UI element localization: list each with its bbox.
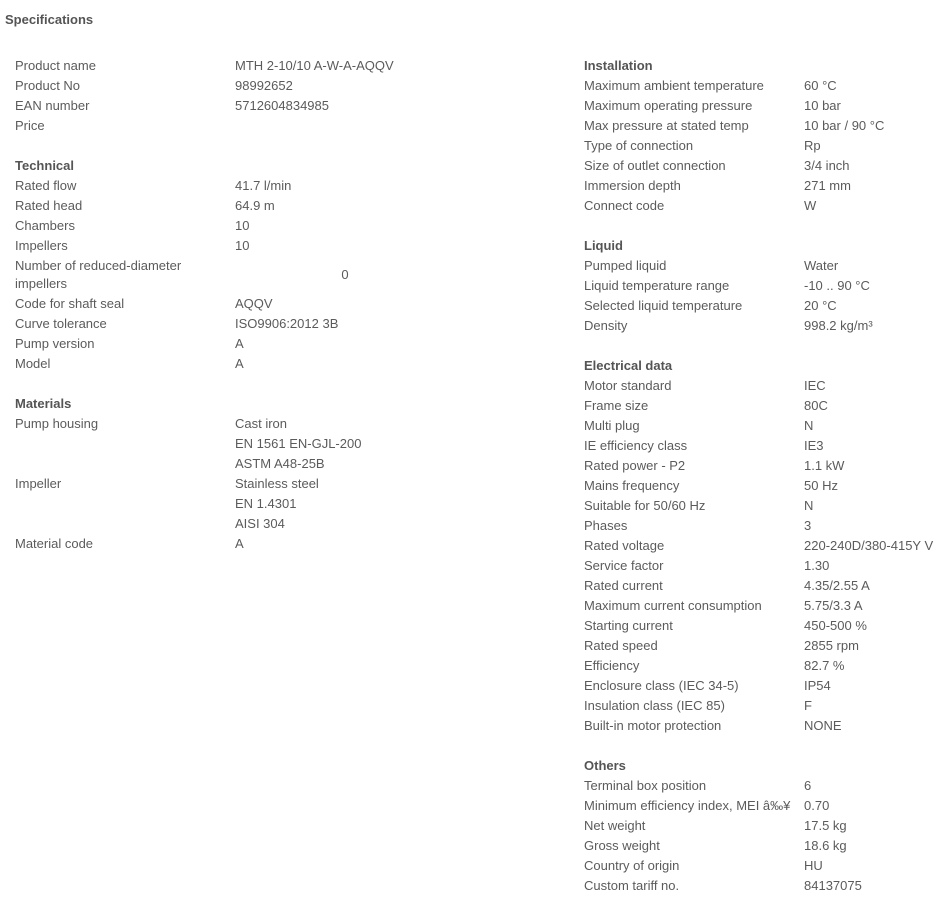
- spec-label: Country of origin: [584, 858, 680, 873]
- spec-value: [235, 294, 455, 314]
- spec-value: [804, 676, 938, 696]
- spec-value-line: N: [804, 498, 814, 513]
- spec-row: [15, 116, 455, 136]
- spec-section-technical: [15, 156, 455, 374]
- spec-value: [804, 856, 938, 876]
- spec-row: [15, 96, 455, 116]
- spec-value-line: ASTM A48-25B: [235, 456, 325, 471]
- spec-label: Mains frequency: [584, 478, 680, 493]
- spec-value-line: ISO9906:2012 3B: [235, 316, 339, 331]
- spec-label: EAN number: [15, 98, 90, 113]
- page-title: Specifications: [5, 12, 94, 27]
- spec-label: Custom tariff no.: [584, 878, 680, 893]
- spec-value: [235, 56, 455, 76]
- spec-label: Phases: [584, 518, 628, 533]
- spec-value: [804, 816, 938, 836]
- spec-value: [804, 396, 938, 416]
- spec-row: [584, 556, 938, 576]
- spec-value: [235, 414, 455, 474]
- spec-value: [804, 456, 938, 476]
- spec-value: [804, 656, 938, 676]
- spec-value: [804, 636, 938, 656]
- spec-row: [15, 414, 455, 474]
- spec-label: Rated current: [584, 578, 663, 593]
- spec-value: [804, 136, 938, 156]
- spec-label: Enclosure class (IEC 34-5): [584, 678, 739, 693]
- spec-section-installation: [584, 56, 938, 216]
- spec-label: Minimum efficiency index, MEI â‰¥: [584, 798, 791, 813]
- spec-value-line: HU: [804, 858, 823, 873]
- spec-value-line: AQQV: [235, 296, 273, 311]
- spec-label: Efficiency: [584, 658, 640, 673]
- spec-label: Rated speed: [584, 638, 658, 653]
- spec-value-line: [235, 116, 455, 136]
- spec-value-line: IEC: [804, 378, 826, 393]
- spec-value: [804, 876, 938, 896]
- spec-value: [804, 176, 938, 196]
- spec-row: [584, 636, 938, 656]
- spec-value-line: 20 °C: [804, 298, 837, 313]
- spec-value: [235, 76, 455, 96]
- spec-label: Chambers: [15, 218, 75, 233]
- left-spec-column: [15, 56, 455, 574]
- spec-value-line: 6: [804, 778, 812, 793]
- spec-value: [804, 496, 938, 516]
- spec-value-line: 5712604834985: [235, 98, 329, 113]
- spec-value-line: 1.30: [804, 558, 830, 573]
- spec-value-line: 64.9 m: [235, 198, 275, 213]
- spec-label: Net weight: [584, 818, 646, 833]
- right-spec-column: [584, 56, 938, 916]
- spec-value-line: Stainless steel: [235, 476, 319, 491]
- spec-value: [804, 576, 938, 596]
- spec-value-line: 17.5 kg: [804, 818, 847, 833]
- spec-value: [235, 534, 455, 554]
- spec-value-line: 10: [235, 238, 250, 253]
- spec-label: Rated power - P2: [584, 458, 686, 473]
- spec-value-line: 98992652: [235, 78, 293, 93]
- spec-section-electrical: [584, 356, 938, 736]
- spec-row: [584, 316, 938, 336]
- spec-value-line: 3: [804, 518, 812, 533]
- spec-label: Selected liquid temperature: [584, 298, 743, 313]
- spec-value-line: IP54: [804, 678, 831, 693]
- spec-value: [804, 256, 938, 276]
- spec-label: Connect code: [584, 198, 665, 213]
- spec-value: [804, 836, 938, 856]
- spec-row: [584, 196, 938, 216]
- spec-label: Built-in motor protection: [584, 718, 722, 733]
- spec-value-line: A: [235, 356, 244, 371]
- spec-label: Liquid temperature range: [584, 278, 730, 293]
- spec-row: [584, 76, 938, 96]
- spec-value-line: -10 .. 90 °C: [804, 278, 870, 293]
- spec-value: [235, 216, 455, 236]
- spec-row: [584, 796, 938, 816]
- spec-row: [584, 416, 938, 436]
- spec-row: [584, 676, 938, 696]
- spec-row: [15, 216, 455, 236]
- spec-value-line: 41.7 l/min: [235, 178, 292, 193]
- spec-value-line: 10: [235, 218, 250, 233]
- spec-value: [235, 116, 455, 136]
- spec-row: [584, 176, 938, 196]
- spec-value-line: 18.6 kg: [804, 838, 847, 853]
- spec-value-line: A: [235, 336, 244, 351]
- spec-label: Insulation class (IEC 85): [584, 698, 725, 713]
- spec-row: [584, 456, 938, 476]
- spec-label: Suitable for 50/60 Hz: [584, 498, 706, 513]
- spec-label: Price: [15, 118, 45, 133]
- spec-value: [804, 696, 938, 716]
- spec-label: Multi plug: [584, 418, 640, 433]
- spec-row: [15, 76, 455, 96]
- spec-label: Motor standard: [584, 378, 672, 393]
- spec-row: [584, 96, 938, 116]
- spec-value-line: Water: [804, 258, 839, 273]
- spec-section-materials: [15, 394, 455, 554]
- spec-value-line: Cast iron: [235, 416, 288, 431]
- spec-value-line: 60 °C: [804, 78, 837, 93]
- spec-label: Product No: [15, 78, 81, 93]
- spec-row: [584, 576, 938, 596]
- spec-value-line: Rp: [804, 138, 821, 153]
- spec-row: [584, 876, 938, 896]
- spec-row: [584, 116, 938, 136]
- spec-value: [804, 96, 938, 116]
- spec-label: IE efficiency class: [584, 438, 688, 453]
- spec-value: [804, 436, 938, 456]
- spec-label: Curve tolerance: [15, 316, 107, 331]
- spec-row: [15, 334, 455, 354]
- spec-value-line: NONE: [804, 718, 842, 733]
- section-title-others: Others: [584, 758, 626, 773]
- spec-label: Pump housing: [15, 416, 99, 431]
- spec-label: Type of connection: [584, 138, 694, 153]
- spec-value-line: 2855 rpm: [804, 638, 859, 653]
- spec-value: [235, 354, 455, 374]
- spec-section-liquid: [584, 236, 938, 336]
- spec-label: Rated voltage: [584, 538, 665, 553]
- spec-row: [15, 176, 455, 196]
- spec-label: Maximum current consumption: [584, 598, 762, 613]
- spec-label: Impellers: [15, 238, 68, 253]
- spec-value: [804, 316, 938, 336]
- spec-value-line: MTH 2-10/10 A-W-A-AQQV: [235, 58, 394, 73]
- spec-row: [15, 314, 455, 334]
- spec-value-line: F: [804, 698, 812, 713]
- spec-row: [584, 656, 938, 676]
- spec-label: Density: [584, 318, 628, 333]
- spec-row: [584, 776, 938, 796]
- spec-label: Gross weight: [584, 838, 660, 853]
- spec-value: [235, 176, 455, 196]
- spec-value: [235, 236, 455, 256]
- spec-value: [804, 716, 938, 736]
- spec-value-line: 5.75/3.3 A: [804, 598, 863, 613]
- spec-row: [584, 516, 938, 536]
- section-title-materials: Materials: [15, 396, 72, 411]
- spec-row: [584, 696, 938, 716]
- spec-value-line: 271 mm: [804, 178, 851, 193]
- spec-value-line: 220-240D/380-415Y V: [804, 538, 934, 553]
- section-title-electrical: Electrical data: [584, 358, 673, 373]
- spec-label: Frame size: [584, 398, 649, 413]
- spec-label: Rated head: [15, 198, 83, 213]
- spec-value: [804, 536, 938, 556]
- spec-row: [15, 474, 455, 534]
- spec-value-line: 450-500 %: [804, 618, 867, 633]
- spec-row: [15, 354, 455, 374]
- spec-row: [15, 294, 455, 314]
- spec-row: [584, 296, 938, 316]
- spec-label: Pump version: [15, 336, 95, 351]
- spec-label: Service factor: [584, 558, 664, 573]
- spec-value-line: 0: [341, 267, 349, 282]
- spec-value: [804, 296, 938, 316]
- spec-row: [584, 856, 938, 876]
- spec-section-general: [15, 56, 455, 136]
- spec-value: [235, 96, 455, 116]
- spec-row: [584, 536, 938, 556]
- spec-row: [15, 236, 455, 256]
- spec-value-line: 10 bar / 90 °C: [804, 118, 885, 133]
- spec-value: [235, 256, 455, 294]
- spec-value: [804, 476, 938, 496]
- spec-row: [584, 596, 938, 616]
- spec-value-line: 0.70: [804, 798, 830, 813]
- spec-value-line: W: [804, 198, 817, 213]
- spec-row: [584, 496, 938, 516]
- spec-label: Starting current: [584, 618, 673, 633]
- section-title-liquid: Liquid: [584, 238, 623, 253]
- spec-label: Number of reduced-diameter impellers: [15, 258, 182, 291]
- spec-value: [804, 796, 938, 816]
- spec-value-line: 1.1 kW: [804, 458, 845, 473]
- spec-row: [584, 376, 938, 396]
- spec-label: Size of outlet connection: [584, 158, 726, 173]
- spec-section-others: [584, 756, 938, 896]
- spec-label: Max pressure at stated temp: [584, 118, 749, 133]
- spec-value-line: 82.7 %: [804, 658, 845, 673]
- spec-row: [584, 396, 938, 416]
- spec-row: [584, 136, 938, 156]
- spec-row: [15, 534, 455, 554]
- spec-value: [804, 116, 938, 136]
- spec-value: [804, 416, 938, 436]
- spec-value: [804, 276, 938, 296]
- spec-value-line: 84137075: [804, 878, 862, 893]
- spec-label: Terminal box position: [584, 778, 707, 793]
- spec-value-line: 50 Hz: [804, 478, 838, 493]
- spec-row: [584, 716, 938, 736]
- spec-row: [584, 256, 938, 276]
- spec-value: [804, 76, 938, 96]
- spec-value: [804, 196, 938, 216]
- spec-value-line: 4.35/2.55 A: [804, 578, 870, 593]
- spec-label: Impeller: [15, 476, 62, 491]
- spec-value: [235, 334, 455, 354]
- spec-value-line: N: [804, 418, 814, 433]
- spec-value-line: EN 1.4301: [235, 496, 297, 511]
- spec-label: Pumped liquid: [584, 258, 667, 273]
- spec-value: [804, 596, 938, 616]
- spec-value-line: A: [235, 536, 244, 551]
- spec-row: [584, 156, 938, 176]
- spec-value: [804, 516, 938, 536]
- spec-row: [15, 196, 455, 216]
- spec-value-line: 10 bar: [804, 98, 841, 113]
- spec-value: [235, 314, 455, 334]
- spec-row: [584, 816, 938, 836]
- spec-row: [584, 476, 938, 496]
- spec-row: [584, 436, 938, 456]
- spec-value-line: IE3: [804, 438, 824, 453]
- spec-value: [235, 474, 455, 534]
- spec-label: Immersion depth: [584, 178, 681, 193]
- section-title-technical: Technical: [15, 158, 75, 173]
- spec-value: [235, 196, 455, 216]
- spec-row: [15, 56, 455, 76]
- spec-value: [804, 556, 938, 576]
- spec-label: Rated flow: [15, 178, 77, 193]
- spec-label: Product name: [15, 58, 96, 73]
- spec-label: Model: [15, 356, 51, 371]
- spec-value-line: 3/4 inch: [804, 158, 850, 173]
- spec-value-line: EN 1561 EN-GJL-200: [235, 436, 362, 451]
- spec-label: Maximum operating pressure: [584, 98, 753, 113]
- spec-row: [584, 616, 938, 636]
- section-title-installation: Installation: [584, 58, 653, 73]
- spec-row: [15, 256, 455, 294]
- spec-label: Code for shaft seal: [15, 296, 125, 311]
- spec-value: [804, 776, 938, 796]
- spec-value-line: 998.2 kg/m³: [804, 318, 873, 333]
- spec-value-line: AISI 304: [235, 516, 285, 531]
- spec-value-line: 80C: [804, 398, 828, 413]
- spec-value: [804, 376, 938, 396]
- spec-label: Material code: [15, 536, 94, 551]
- spec-row: [584, 836, 938, 856]
- spec-row: [584, 276, 938, 296]
- spec-label: Maximum ambient temperature: [584, 78, 764, 93]
- spec-value: [804, 156, 938, 176]
- spec-value: [804, 616, 938, 636]
